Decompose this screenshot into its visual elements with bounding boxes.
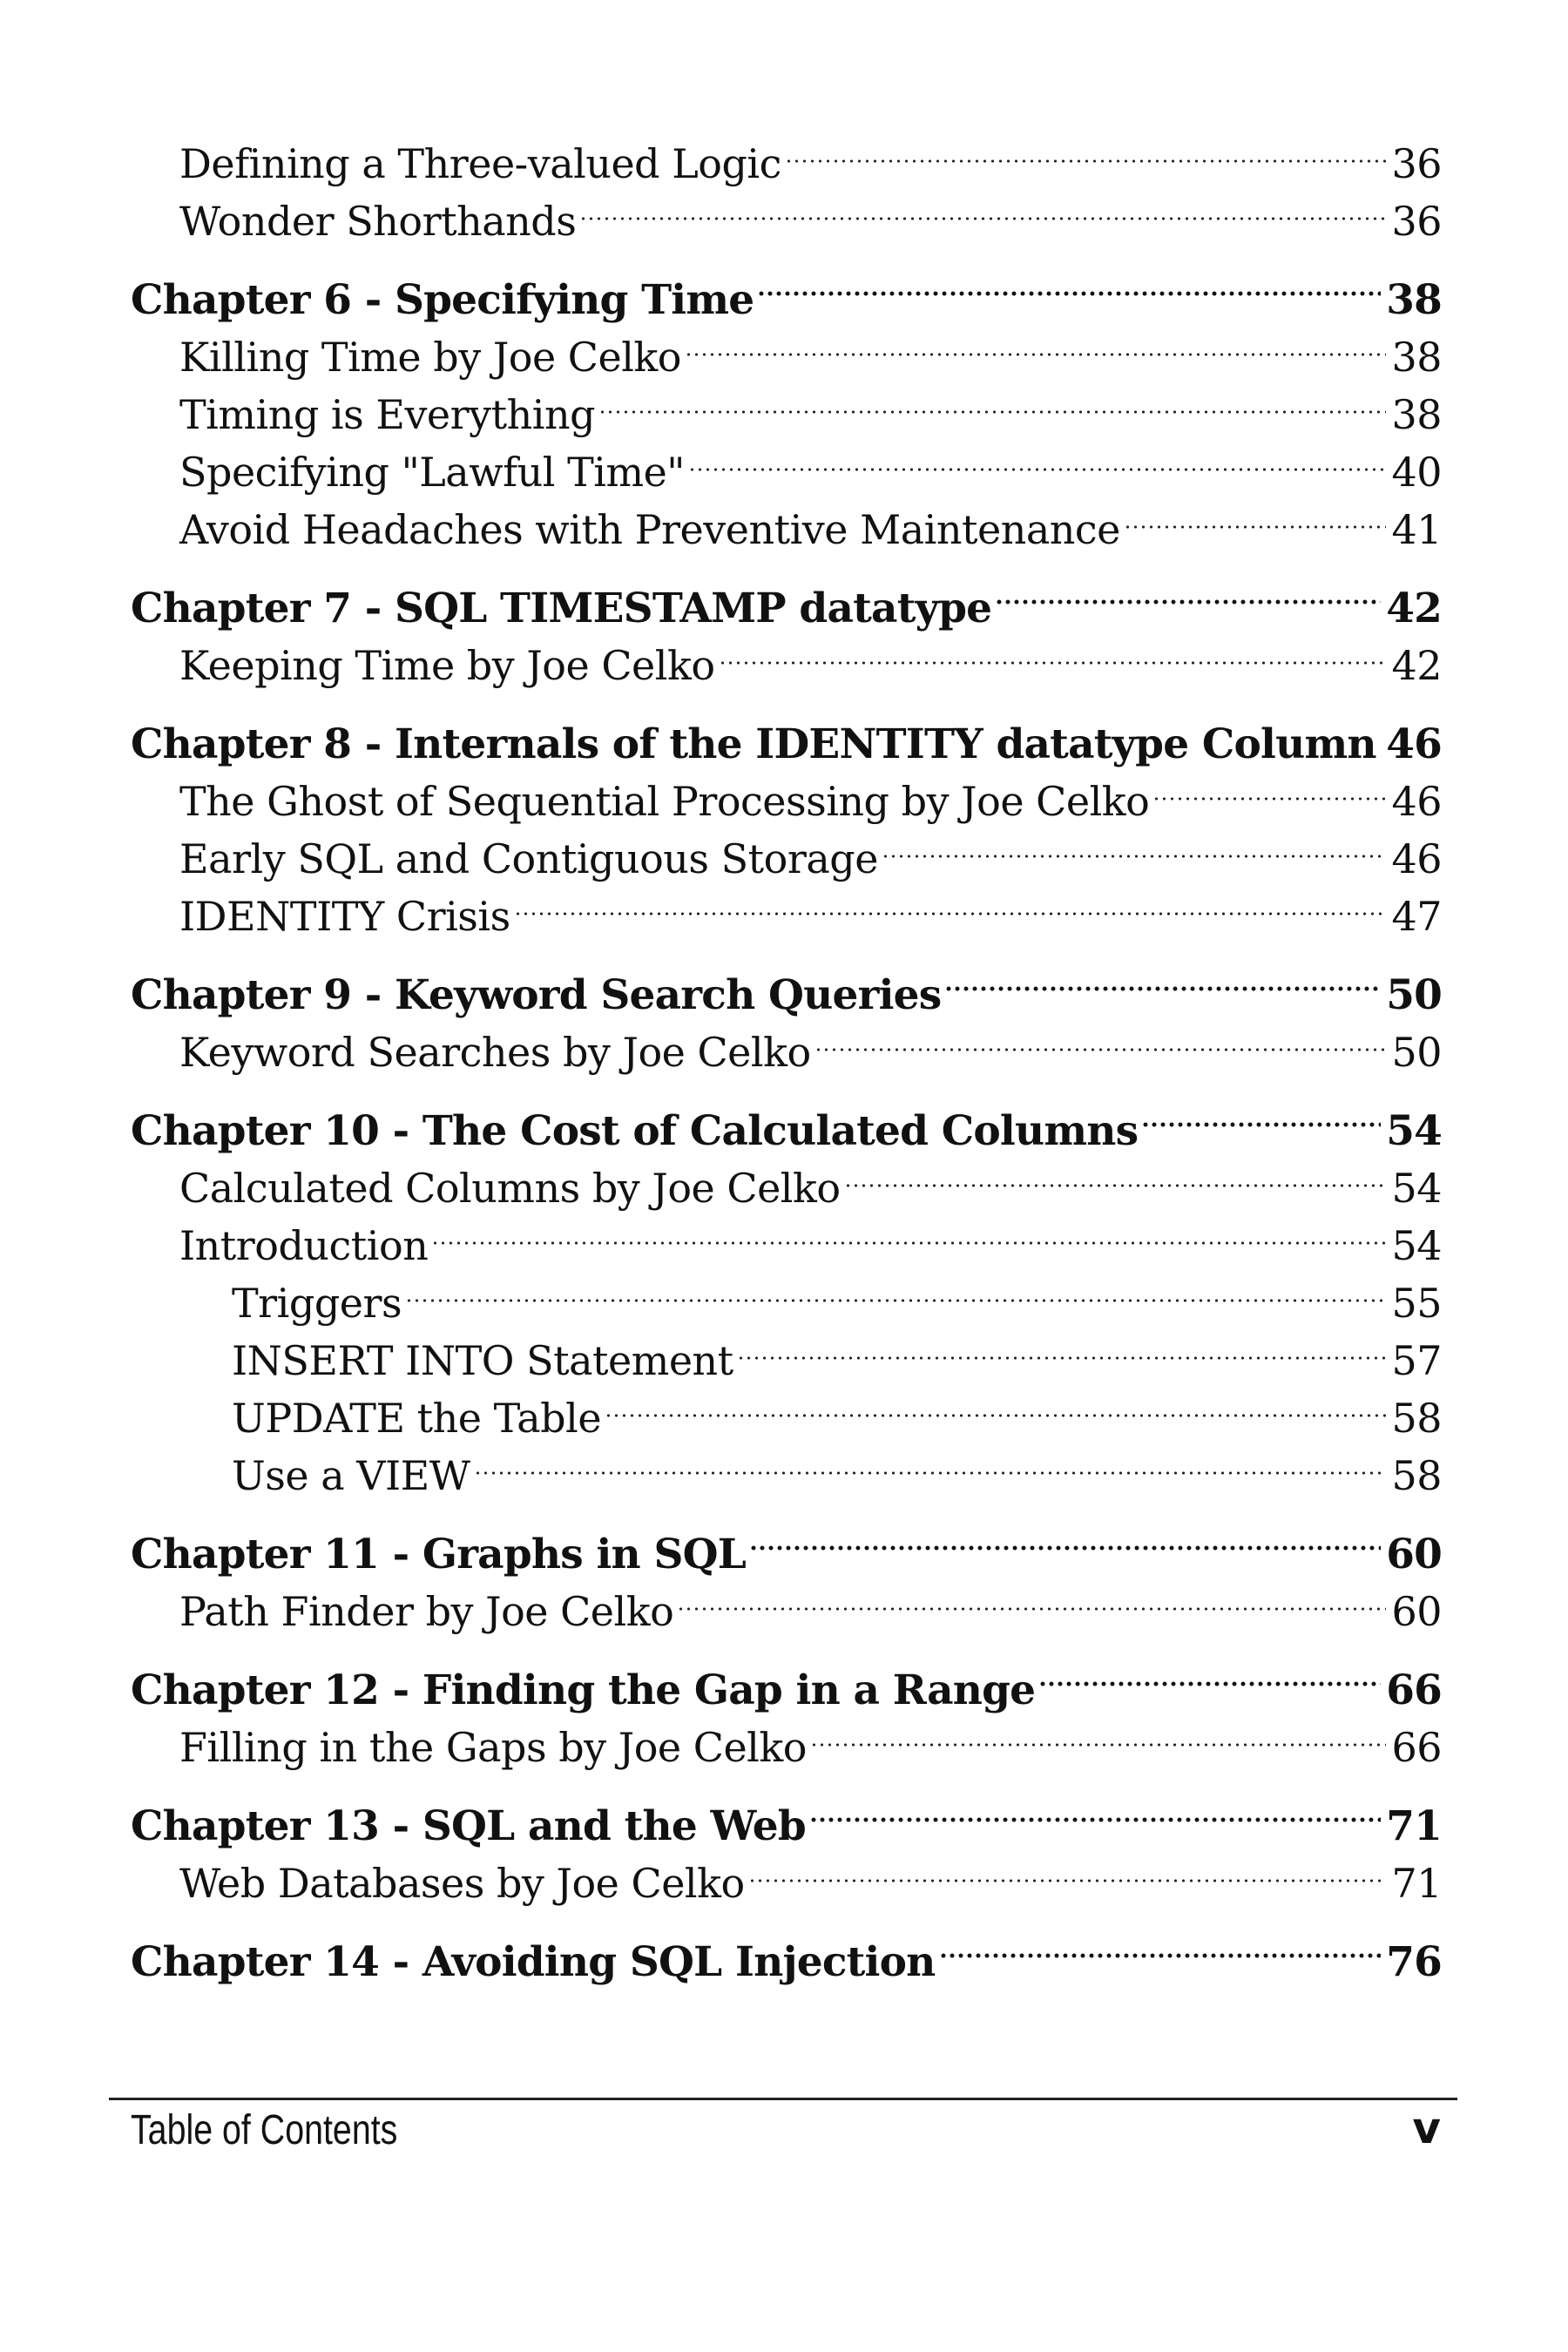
dot-leader [1380,692,1381,758]
toc-entry-title: Chapter 10 - The Cost of Calculated Columns [131,1107,1139,1155]
toc-entry-page-number: 38 [1386,276,1442,324]
dot-leader [1038,1638,1381,1704]
toc-entry-page-number: 46 [1386,720,1442,768]
toc-entry-page-number: 57 [1391,1337,1442,1384]
dot-leader [844,1145,1387,1202]
dot-leader [995,556,1381,622]
dot-leader [405,1260,1386,1317]
toc-entry-page-number: 38 [1391,334,1442,381]
toc-entry-title: Chapter 13 - SQL and the Web [131,1802,806,1850]
toc-entry-title: Specifying "Lawful Time" [179,449,685,496]
table-of-contents [131,120,1442,1986]
toc-entry-page-number: 71 [1386,1802,1442,1850]
toc-entry-title: Chapter 7 - SQL TIMESTAMP datatype [131,585,992,632]
toc-entry-page-number: 38 [1391,391,1442,438]
toc-chapter-entry[interactable] [131,692,1442,768]
toc-chapter-entry[interactable] [131,1078,1442,1155]
dot-leader [1141,1078,1381,1145]
dot-leader [814,1009,1387,1066]
toc-entry-title: IDENTITY Crisis [179,893,510,940]
toc-entry-page-number: 66 [1391,1724,1442,1771]
toc-chapter-entry[interactable] [131,1502,1442,1578]
toc-entry-page-number: 36 [1391,198,1442,245]
toc-entry-page-number: 42 [1391,642,1442,689]
toc-entry-title: INSERT INTO Statement [232,1337,733,1384]
toc-chapter-entry[interactable] [131,1774,1442,1850]
dot-leader [605,1375,1386,1432]
dot-leader [939,1909,1382,1976]
toc-entry-page-number: 54 [1386,1107,1442,1155]
toc-entry-title: Keeping Time by Joe Celko [179,642,715,689]
toc-entry-title: Path Finder by Joe Celko [179,1588,674,1635]
dot-leader [514,873,1387,930]
toc-entry-title: Introduction [179,1222,429,1269]
toc-entry-page-number: 58 [1391,1395,1442,1442]
dot-leader [1124,486,1387,544]
dot-leader [579,178,1386,235]
toc-entry-page-number: 46 [1391,835,1442,882]
dot-leader [1152,758,1386,815]
toc-entry-page-number: 60 [1391,1588,1442,1635]
toc-chapter-entry[interactable] [131,556,1442,632]
toc-entry-page-number: 54 [1391,1222,1442,1269]
footer-divider [109,2098,1457,2100]
toc-entry-title: Chapter 12 - Finding the Gap in a Range [131,1666,1036,1714]
dot-leader [598,371,1386,429]
toc-entry-page-number: 36 [1391,140,1442,187]
toc-entry-title: Calculated Columns by Joe Celko [179,1165,841,1212]
toc-entry-title: Chapter 8 - Internals of the IDENTITY datatype Column [131,720,1376,768]
toc-entry-title: Defining a Three-valued Logic [179,140,781,187]
toc-entry-page-number: 40 [1391,449,1442,496]
toc-entry-page-number: 50 [1386,971,1442,1019]
toc-entry-title: Triggers [232,1280,402,1327]
dot-leader [688,429,1386,486]
toc-entry-title: Keyword Searches by Joe Celko [179,1029,811,1076]
toc-entry-page-number: 50 [1391,1029,1442,1076]
dot-leader [757,247,1381,314]
toc-chapter-entry[interactable] [131,1909,1442,1986]
footer-section-label: Table of Contents [131,2107,398,2153]
dot-leader [748,1840,1387,1897]
dot-leader [785,120,1387,178]
dot-leader [810,1704,1386,1761]
toc-entry-title: UPDATE the Table [232,1395,602,1442]
toc-entry-title: Killing Time by Joe Celko [179,334,681,381]
toc-entry-page-number: 66 [1386,1666,1442,1714]
toc-entry-title: Use a VIEW [232,1452,470,1499]
toc-entry-page-number: 54 [1391,1165,1442,1212]
toc-chapter-entry[interactable] [131,247,1442,324]
dot-leader [474,1432,1387,1490]
toc-chapter-entry[interactable] [131,943,1442,1019]
toc-entry-title: Wonder Shorthands [179,198,577,245]
dot-leader [431,1202,1386,1260]
dot-leader [749,1502,1381,1568]
dot-leader [737,1317,1387,1375]
toc-entry-page-number: 71 [1391,1860,1442,1907]
dot-leader [944,943,1381,1009]
toc-entry-title: Chapter 9 - Keyword Search Queries [131,971,942,1019]
toc-section-entry[interactable] [131,120,1442,187]
toc-entry-title: Timing is Everything [179,391,596,438]
toc-entry-title: Chapter 6 - Specifying Time [131,276,754,324]
toc-entry-title: Chapter 11 - Graphs in SQL [131,1531,747,1578]
toc-entry-page-number: 58 [1391,1452,1442,1499]
toc-entry-page-number: 55 [1391,1280,1442,1327]
toc-entry-page-number: 76 [1386,1938,1442,1986]
toc-entry-page-number: 46 [1391,778,1442,825]
toc-entry-page-number: 60 [1386,1531,1442,1578]
toc-chapter-entry[interactable] [131,1638,1442,1714]
toc-entry-page-number: 47 [1391,893,1442,940]
dot-leader [809,1774,1381,1840]
toc-entry-title: Filling in the Gaps by Joe Celko [179,1724,807,1771]
dot-leader [685,314,1386,371]
footer-page-number: v [1412,2103,1441,2153]
dot-leader [719,622,1387,679]
dot-leader [677,1568,1386,1625]
toc-entry-page-number: 41 [1391,506,1442,553]
dot-leader [882,815,1387,873]
toc-entry-title: The Ghost of Sequential Processing by Joe Celko [179,778,1150,825]
toc-entry-title: Chapter 14 - Avoiding SQL Injection [131,1938,936,1986]
toc-entry-page-number: 42 [1386,585,1442,632]
toc-entry-title: Avoid Headaches with Preventive Maintenance [179,506,1120,553]
toc-entry-title: Web Databases by Joe Celko [179,1860,745,1907]
toc-entry-title: Early SQL and Contiguous Storage [179,835,878,882]
